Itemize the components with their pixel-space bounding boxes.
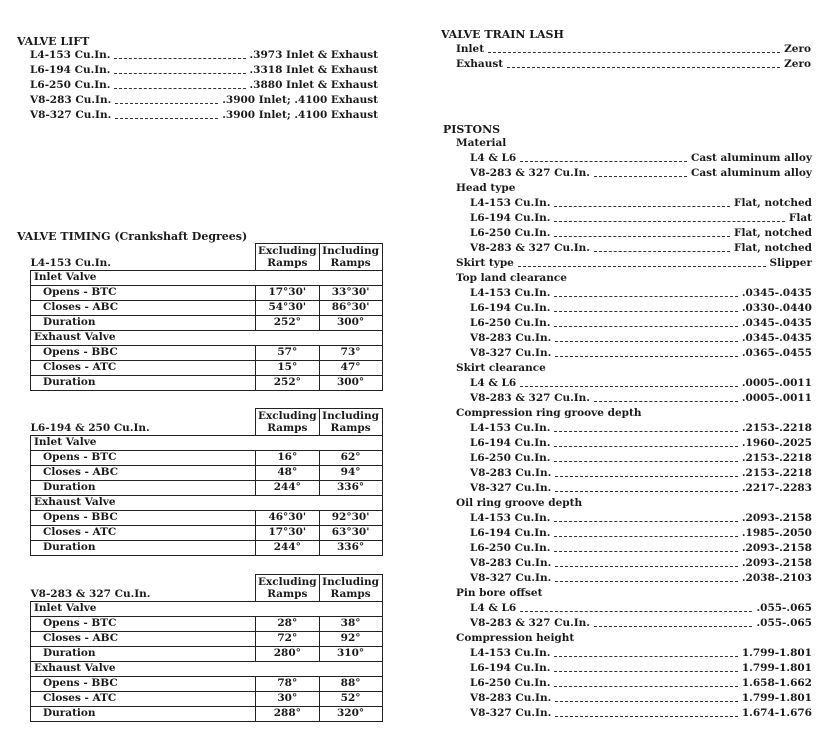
- spec-label: L6-250 Cu.In.: [470, 677, 551, 689]
- including-ramps-value: 38°: [319, 616, 382, 631]
- spec-value: .0345-.0435: [741, 287, 812, 299]
- spec-value: Cast aluminum alloy: [690, 152, 812, 164]
- spec-value: .2093-.2158: [741, 512, 812, 524]
- valve-group-label: Exhaust Valve: [31, 330, 383, 345]
- spec-value: .0345-.0435: [741, 332, 812, 344]
- spec-row: [30, 93, 378, 108]
- spec-value: .055-.065: [756, 602, 812, 614]
- spec-row: [30, 78, 378, 93]
- dash-leader: [114, 58, 245, 59]
- timing-label: Opens - BBC: [31, 676, 256, 691]
- including-ramps-value: 52°: [319, 691, 382, 706]
- pistons-title: PISTONS: [443, 123, 501, 136]
- dash-leader: [594, 176, 687, 177]
- dash-leader: [554, 521, 737, 522]
- col-header-line: Ramps: [267, 256, 308, 269]
- spec-label: V8-283 & 327 Cu.In.: [470, 242, 590, 254]
- spec-value: .055-.065: [756, 617, 812, 629]
- spec-value: Zero: [784, 43, 811, 55]
- spec-value: .2093-.2158: [741, 542, 812, 554]
- piston-spec-heading: Skirt clearance: [456, 362, 546, 374]
- spec-label: V8-327 Cu.In.: [30, 109, 112, 121]
- spec-label: L4 & L6: [470, 377, 517, 389]
- timing-row: [31, 646, 383, 661]
- piston-spec-heading: Compression ring groove depth: [456, 407, 642, 419]
- dash-leader: [114, 88, 245, 89]
- including-ramps-value: 92°: [319, 631, 382, 646]
- spec-label: L6-250 Cu.In.: [470, 317, 551, 329]
- col-header-line: Ramps: [330, 256, 371, 269]
- valve-group-row: [31, 330, 383, 345]
- excluding-ramps-value: 244°: [256, 480, 320, 495]
- spec-row: [456, 541, 812, 556]
- spec-value: Flat: [788, 212, 812, 224]
- spec-value: .3318 Inlet & Exhaust: [249, 64, 378, 76]
- excluding-ramps-value: 28°: [256, 616, 320, 631]
- excluding-ramps-value: 17°30': [256, 525, 320, 540]
- including-ramps-value: 336°: [319, 480, 382, 495]
- timing-row: [31, 285, 383, 300]
- dash-leader: [114, 73, 245, 74]
- dash-leader: [520, 386, 738, 387]
- dash-leader: [555, 566, 738, 567]
- timing-row: [31, 315, 383, 330]
- timing-row: [31, 706, 383, 721]
- piston-spec-heading: Compression height: [456, 632, 575, 644]
- spec-row: [456, 571, 812, 586]
- valve-group-row: [31, 601, 383, 616]
- spec-row: [456, 466, 812, 481]
- including-ramps-value: 310°: [319, 646, 382, 661]
- valve-group-label: Exhaust Valve: [31, 495, 383, 510]
- dash-leader: [555, 491, 738, 492]
- valve-timing-table: [30, 408, 383, 556]
- spec-label: L4-153 Cu.In.: [470, 647, 551, 659]
- spec-value: .2217-.2283: [741, 482, 812, 494]
- spec-value: Flat, notched: [734, 242, 812, 254]
- timing-row: [31, 300, 383, 315]
- dash-leader: [554, 551, 737, 552]
- including-ramps-value: 73°: [319, 345, 382, 360]
- piston-spec-heading: Top land clearance: [456, 272, 567, 284]
- spec-label: L6-194 Cu.In.: [470, 212, 551, 224]
- spec-row: [456, 57, 811, 72]
- valve-timing-table: [30, 574, 383, 722]
- timing-row: [31, 676, 383, 691]
- including-ramps-value: 62°: [319, 450, 382, 465]
- valve-train-lash-list: [456, 42, 811, 72]
- spec-label: Exhaust: [456, 58, 504, 70]
- excluding-ramps-value: 16°: [256, 450, 320, 465]
- excluding-ramps-value: 54°30': [256, 300, 320, 315]
- spec-value: .3880 Inlet & Exhaust: [249, 79, 378, 91]
- spec-row: [456, 376, 812, 391]
- spec-value: .2038-.2103: [741, 572, 812, 584]
- dash-leader: [554, 296, 737, 297]
- spec-row: [456, 166, 812, 181]
- spec-value: 1.674-1.676: [741, 707, 812, 719]
- spec-label: L6-194 Cu.In.: [470, 662, 551, 674]
- valve-group-row: [31, 495, 383, 510]
- spec-label: L4-153 Cu.In.: [470, 197, 551, 209]
- spec-row: [30, 108, 378, 123]
- timing-row: [31, 465, 383, 480]
- dash-leader: [555, 356, 738, 357]
- dash-leader: [594, 401, 738, 402]
- including-ramps-value: 92°30': [319, 510, 382, 525]
- spec-value: .0365-.0455: [741, 347, 812, 359]
- spec-row: [456, 481, 812, 496]
- spec-row: [456, 256, 812, 271]
- dash-leader: [115, 118, 218, 119]
- spec-label: V8-283 & 327 Cu.In.: [470, 392, 590, 404]
- timing-label: Duration: [31, 375, 256, 390]
- timing-label: Duration: [31, 480, 256, 495]
- spec-value: Slipper: [769, 257, 812, 269]
- timing-label: Closes - ATC: [31, 360, 256, 375]
- spec-row: [30, 63, 378, 78]
- spec-label: L6-250 Cu.In.: [30, 79, 111, 91]
- piston-spec-heading: Head type: [456, 182, 516, 194]
- valve-group-row: [31, 270, 383, 285]
- col-header-line: Excluding: [258, 244, 317, 257]
- spec-label: L6-250 Cu.In.: [470, 452, 551, 464]
- timing-label: Duration: [31, 646, 256, 661]
- spec-label: V8-283 Cu.In.: [470, 557, 552, 569]
- timing-row: [31, 540, 383, 555]
- dash-leader: [488, 52, 780, 53]
- spec-row: [456, 601, 812, 616]
- timing-row: [31, 691, 383, 706]
- spec-row: [456, 196, 812, 211]
- spec-label: L6-194 Cu.In.: [470, 437, 551, 449]
- spec-value: .1960-.2025: [741, 437, 812, 449]
- spec-row: [456, 301, 812, 316]
- spec-row: [456, 661, 812, 676]
- pistons-list: [456, 136, 812, 721]
- timing-row: [31, 480, 383, 495]
- spec-value: .3900 Inlet; .4100 Exhaust: [222, 94, 378, 106]
- engine-label: V8-283 & 327 Cu.In.: [31, 588, 256, 602]
- dash-leader: [554, 431, 737, 432]
- spec-label: L6-194 Cu.In.: [470, 302, 551, 314]
- including-ramps-value: 63°30': [319, 525, 382, 540]
- spec-label: L4-153 Cu.In.: [470, 422, 551, 434]
- spec-row: [456, 286, 812, 301]
- spec-value: .0330-.0440: [741, 302, 812, 314]
- spec-row: [456, 211, 812, 226]
- dash-leader: [507, 67, 780, 68]
- including-ramps-value: 300°: [319, 375, 382, 390]
- col-header-line: Excluding: [258, 575, 317, 588]
- dash-leader: [554, 671, 737, 672]
- spec-label: L6-250 Cu.In.: [470, 542, 551, 554]
- including-ramps-value: 300°: [319, 315, 382, 330]
- dash-leader: [555, 341, 738, 342]
- spec-value: 1.658-1.662: [741, 677, 812, 689]
- col-header-excluding: [256, 575, 320, 602]
- excluding-ramps-value: 30°: [256, 691, 320, 706]
- spec-value: .0345-.0435: [741, 317, 812, 329]
- dash-leader: [555, 701, 738, 702]
- spec-value: Flat, notched: [734, 227, 812, 239]
- spec-label: L4-153 Cu.In.: [470, 512, 551, 524]
- col-header-including: [319, 575, 382, 602]
- spec-value: Cast aluminum alloy: [690, 167, 812, 179]
- dash-leader: [555, 716, 738, 717]
- spec-row: [456, 526, 812, 541]
- including-ramps-value: 33°30': [319, 285, 382, 300]
- including-ramps-value: 86°30': [319, 300, 382, 315]
- excluding-ramps-value: 17°30': [256, 285, 320, 300]
- spec-row: [456, 706, 812, 721]
- spec-label: L4 & L6: [470, 602, 517, 614]
- spec-row: [456, 691, 812, 706]
- valve-timing-table: [30, 243, 383, 391]
- col-header-line: Including: [322, 244, 380, 257]
- spec-row: [456, 556, 812, 571]
- dash-leader: [554, 686, 737, 687]
- excluding-ramps-value: 78°: [256, 676, 320, 691]
- valve-group-label: Inlet Valve: [31, 601, 383, 616]
- excluding-ramps-value: 15°: [256, 360, 320, 375]
- col-header-line: Ramps: [267, 587, 308, 600]
- dash-leader: [520, 161, 687, 162]
- col-header-including: [319, 244, 382, 271]
- dash-leader: [115, 103, 218, 104]
- col-header-line: Including: [322, 409, 380, 422]
- timing-label: Closes - ABC: [31, 631, 256, 646]
- timing-row: [31, 525, 383, 540]
- spec-label: V8-327 Cu.In.: [470, 572, 552, 584]
- spec-row: [456, 241, 812, 256]
- col-header-including: [319, 409, 382, 436]
- dash-leader: [518, 266, 766, 267]
- dash-leader: [594, 251, 730, 252]
- including-ramps-value: 94°: [319, 465, 382, 480]
- timing-label: Closes - ATC: [31, 691, 256, 706]
- spec-value: .2093-.2158: [741, 557, 812, 569]
- timing-row: [31, 616, 383, 631]
- valve-lift-list: [30, 48, 378, 123]
- spec-row: [456, 391, 812, 406]
- dash-leader: [554, 446, 737, 447]
- timing-label: Opens - BBC: [31, 510, 256, 525]
- spec-label: L4-153 Cu.In.: [470, 287, 551, 299]
- spec-row: [456, 511, 812, 526]
- spec-value: Flat, notched: [734, 197, 812, 209]
- spec-label: V8-283 Cu.In.: [470, 467, 552, 479]
- excluding-ramps-value: 72°: [256, 631, 320, 646]
- piston-spec-heading: Pin bore offset: [456, 587, 543, 599]
- timing-label: Closes - ABC: [31, 300, 256, 315]
- timing-label: Duration: [31, 540, 256, 555]
- dash-leader: [520, 611, 752, 612]
- timing-label: Closes - ABC: [31, 465, 256, 480]
- including-ramps-value: 47°: [319, 360, 382, 375]
- dash-leader: [555, 581, 738, 582]
- spec-value: .0005-.0011: [741, 392, 812, 404]
- piston-spec-heading: Material: [456, 137, 507, 149]
- spec-row: [456, 616, 812, 631]
- dash-leader: [594, 626, 753, 627]
- spec-value: .3973 Inlet & Exhaust: [249, 49, 378, 61]
- timing-row: [31, 345, 383, 360]
- dash-leader: [554, 311, 737, 312]
- spec-row: [456, 451, 812, 466]
- excluding-ramps-value: 57°: [256, 345, 320, 360]
- spec-label: Skirt type: [456, 257, 514, 269]
- spec-value: Zero: [784, 58, 811, 70]
- valve-group-row: [31, 435, 383, 450]
- spec-label: V8-283 Cu.In.: [470, 332, 552, 344]
- spec-row: [30, 48, 378, 63]
- timing-row: [31, 360, 383, 375]
- spec-label: V8-283 Cu.In.: [470, 692, 552, 704]
- spec-value: .0005-.0011: [741, 377, 812, 389]
- dash-leader: [554, 206, 730, 207]
- timing-label: Closes - ATC: [31, 525, 256, 540]
- spec-value: .2153-.2218: [741, 467, 812, 479]
- spec-row: [456, 436, 812, 451]
- excluding-ramps-value: 252°: [256, 315, 320, 330]
- spec-label: L4-153 Cu.In.: [30, 49, 111, 61]
- excluding-ramps-value: 46°30': [256, 510, 320, 525]
- valve-lift-title: VALVE LIFT: [17, 35, 90, 48]
- col-header-excluding: [256, 244, 320, 271]
- spec-value: .2153-.2218: [741, 452, 812, 464]
- valve-train-lash-title: VALVE TRAIN LASH: [441, 28, 564, 41]
- spec-row: [456, 42, 811, 57]
- excluding-ramps-value: 244°: [256, 540, 320, 555]
- dash-leader: [554, 536, 737, 537]
- timing-row: [31, 631, 383, 646]
- col-header-line: Ramps: [330, 587, 371, 600]
- spec-label: V8-327 Cu.In.: [470, 482, 552, 494]
- spec-value: .2153-.2218: [741, 422, 812, 434]
- spec-value: 1.799-1.801: [741, 692, 812, 704]
- spec-row: [456, 676, 812, 691]
- spec-value: .1985-.2050: [741, 527, 812, 539]
- dash-leader: [555, 476, 738, 477]
- valve-group-label: Inlet Valve: [31, 435, 383, 450]
- valve-timing-title: VALVE TIMING (Crankshaft Degrees): [17, 230, 248, 243]
- spec-row: [456, 346, 812, 361]
- spec-row: [456, 331, 812, 346]
- col-header-line: Excluding: [258, 409, 317, 422]
- spec-label: V8-327 Cu.In.: [470, 347, 552, 359]
- timing-label: Duration: [31, 706, 256, 721]
- engine-label: L6-194 & 250 Cu.In.: [31, 422, 256, 436]
- spec-value: .3900 Inlet; .4100 Exhaust: [222, 109, 378, 121]
- spec-label: L4 & L6: [470, 152, 517, 164]
- col-header-excluding: [256, 409, 320, 436]
- excluding-ramps-value: 252°: [256, 375, 320, 390]
- dash-leader: [554, 656, 737, 657]
- valve-group-label: Exhaust Valve: [31, 661, 383, 676]
- engine-label: L4-153 Cu.In.: [31, 257, 256, 271]
- dash-leader: [554, 326, 737, 327]
- col-header-line: Including: [322, 575, 380, 588]
- spec-label: L6-250 Cu.In.: [470, 227, 551, 239]
- spec-label: Inlet: [456, 43, 485, 55]
- spec-row: [456, 421, 812, 436]
- spec-label: L6-194 Cu.In.: [470, 527, 551, 539]
- valve-group-row: [31, 661, 383, 676]
- spec-row: [456, 151, 812, 166]
- spec-row: [456, 646, 812, 661]
- excluding-ramps-value: 288°: [256, 706, 320, 721]
- spec-row: [456, 226, 812, 241]
- col-header-line: Ramps: [267, 421, 308, 434]
- excluding-ramps-value: 48°: [256, 465, 320, 480]
- timing-row: [31, 510, 383, 525]
- timing-row: [31, 375, 383, 390]
- spec-label: V8-283 & 327 Cu.In.: [470, 167, 590, 179]
- col-header-line: Ramps: [330, 421, 371, 434]
- spec-label: L6-194 Cu.In.: [30, 64, 111, 76]
- including-ramps-value: 336°: [319, 540, 382, 555]
- timing-label: Opens - BTC: [31, 616, 256, 631]
- timing-label: Opens - BBC: [31, 345, 256, 360]
- excluding-ramps-value: 280°: [256, 646, 320, 661]
- valve-group-label: Inlet Valve: [31, 270, 383, 285]
- dash-leader: [554, 221, 784, 222]
- dash-leader: [554, 461, 737, 462]
- including-ramps-value: 320°: [319, 706, 382, 721]
- spec-row: [456, 316, 812, 331]
- dash-leader: [554, 236, 730, 237]
- including-ramps-value: 88°: [319, 676, 382, 691]
- timing-label: Opens - BTC: [31, 285, 256, 300]
- spec-label: V8-283 Cu.In.: [30, 94, 112, 106]
- spec-value: 1.799-1.801: [741, 647, 812, 659]
- spec-label: V8-283 & 327 Cu.In.: [470, 617, 590, 629]
- timing-row: [31, 450, 383, 465]
- piston-spec-heading: Oil ring groove depth: [456, 497, 583, 509]
- timing-label: Opens - BTC: [31, 450, 256, 465]
- timing-label: Duration: [31, 315, 256, 330]
- spec-label: V8-327 Cu.In.: [470, 707, 552, 719]
- spec-value: 1.799-1.801: [741, 662, 812, 674]
